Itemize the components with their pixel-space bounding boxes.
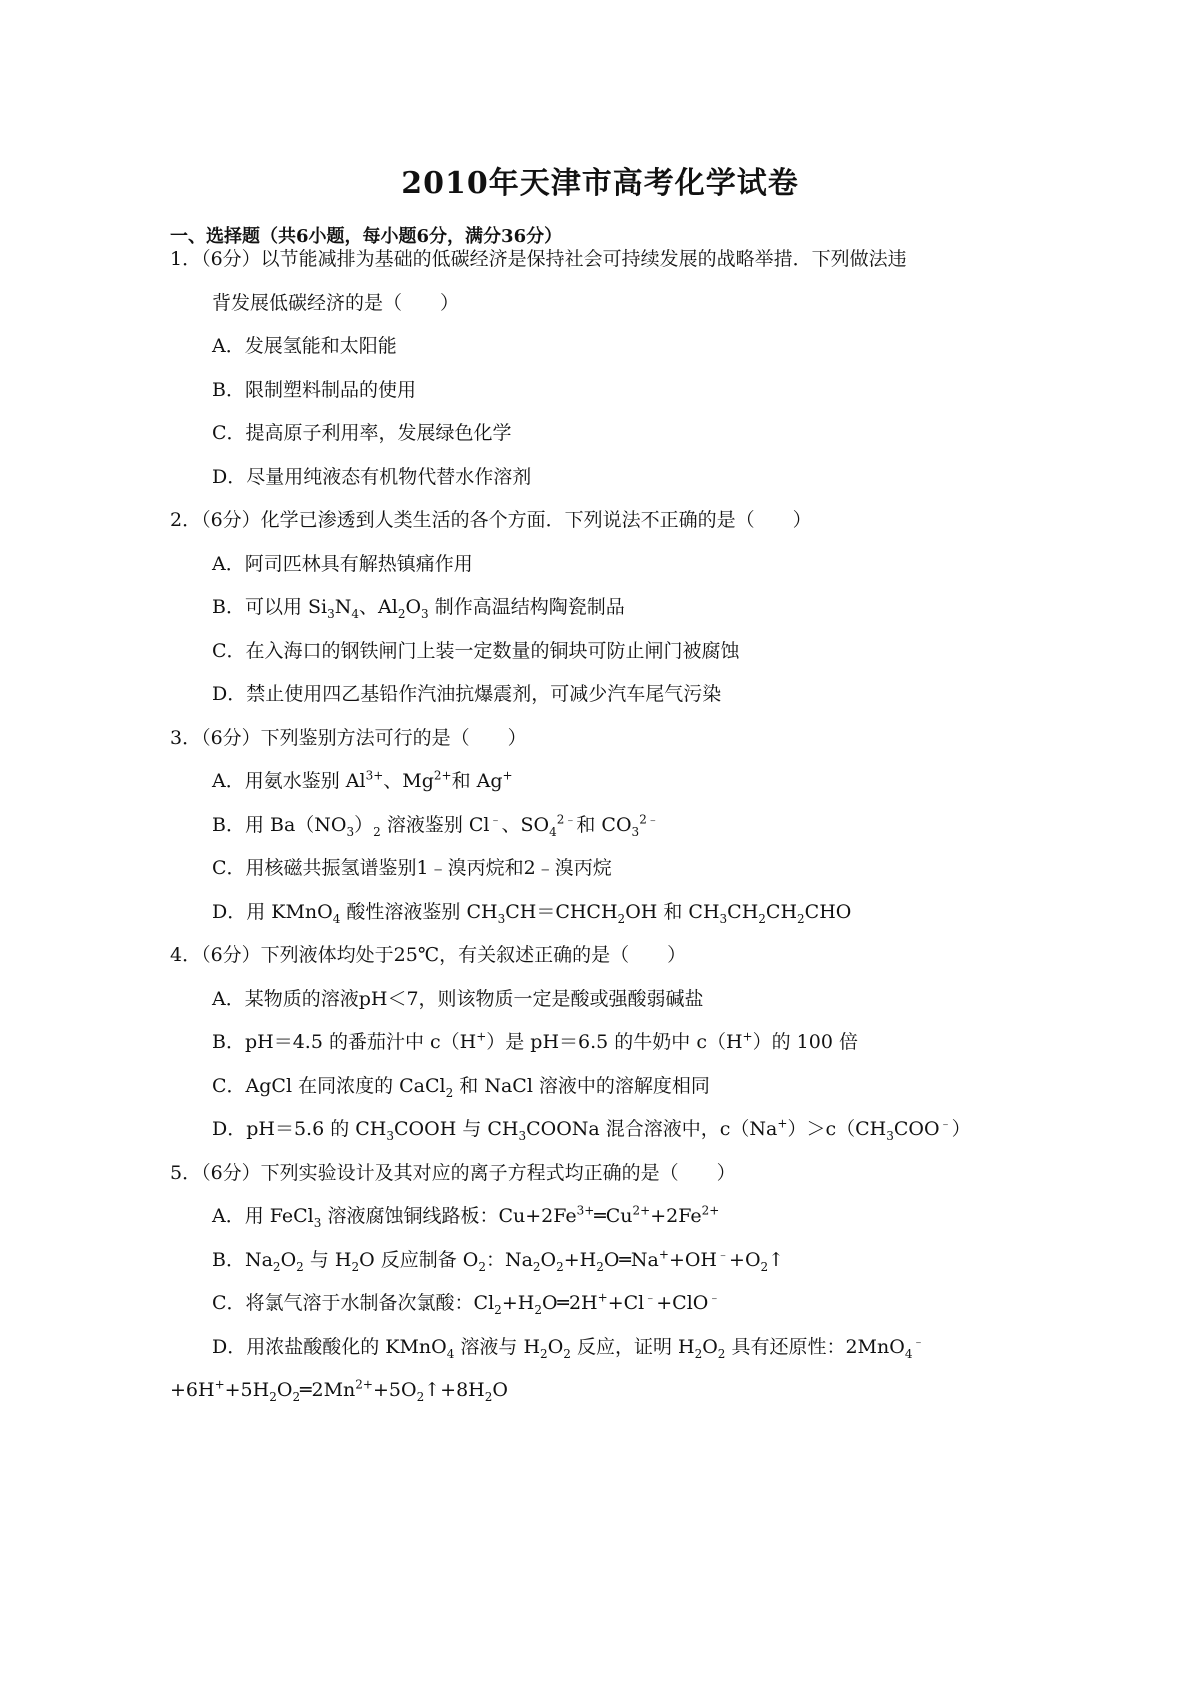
question-1-option-c: C．提高原子利用率，发展绿色化学: [212, 422, 512, 444]
question-5-option-d: D．用浓盐酸酸化的 KMnO$_4$ 溶液与 $H_2O_2$ 反应，证明 $H_2O_2$ 具有还原性：2MnO$_4$﹣: [212, 1334, 925, 1361]
question-4-option-c: C．AgCl 在同浓度的 CaCl$_2$ 和 NaCl 溶液中的溶解度相同: [212, 1075, 710, 1100]
question-2-option-b: B．可以用 $Si_3N_4$、$Al_2O_3$ 制作高温结构陶瓷制品: [212, 596, 625, 621]
question-1-stem: 1．（6分）以节能减排为基础的低碳经济是保持社会可持续发展的战略举措．下列做法违: [170, 248, 907, 270]
question-3-option-b: B．用 $Ba(NO_3)_2$ 溶液鉴别 Cl﹣、$SO_4^{2﹣}$和 $CO_3^{2﹣}$: [212, 812, 659, 839]
section-heading: 一、选择题（共6小题，每小题6分，满分36分）: [170, 226, 563, 247]
question-2-stem: 2．（6分）化学已渗透到人类生活的各个方面．下列说法不正确的是（ ）: [170, 509, 812, 531]
question-5-option-c: C．将氯气溶于水制备次氯酸：$Cl_2+H_2O═2H^++Cl^﹣+ClO^﹣$: [212, 1290, 721, 1317]
question-1-option-a: A．发展氢能和太阳能: [212, 335, 397, 357]
question-4-option-b: B．pH＝4.5 的番茄汁中 c（H+）是 pH＝6.5 的牛奶中 c（H+）的 100 倍: [212, 1029, 858, 1053]
question-3-option-c: C．用核磁共振氢谱鉴别1﹣溴丙烷和2﹣溴丙烷: [212, 857, 612, 879]
question-3-option-a: A．用氨水鉴别 $Al^{3+}$、$Mg^{2+}$和 Ag+: [212, 768, 513, 792]
question-5-option-d-cont: $+6H^++5H_2O_2═2Mn^{2+}+5O_2↑+8H_2O$: [170, 1377, 508, 1404]
question-3-stem: 3．（6分）下列鉴别方法可行的是（ ）: [170, 727, 527, 749]
question-2-option-a: A．阿司匹林具有解热镇痛作用: [212, 553, 473, 575]
question-2-option-d: D．禁止使用四乙基铅作汽油抗爆震剂，可减少汽车尾气污染: [212, 683, 722, 705]
question-1-stem-cont: 背发展低碳经济的是（ ）: [212, 292, 460, 314]
page-title: 2010年天津市高考化学试卷: [401, 166, 799, 201]
question-2-option-c: C．在入海口的钢铁闸门上装一定数量的铜块可防止闸门被腐蚀: [212, 640, 740, 662]
question-4-option-d: D．pH＝5.6 的 $CH_3COOH$ 与 $CH_3COONa$ 混合溶液中，$c(Na^+)>c(CH_3COO^﹣)$: [212, 1116, 971, 1143]
question-4-option-a: A．某物质的溶液pH＜7，则该物质一定是酸或强酸弱碱盐: [212, 988, 704, 1010]
question-5-option-b: B．$Na_2O_2$ 与 $H_2O$ 反应制备 $O_2$：$Na_2O_2+H_2O═Na^++OH^﹣+O_2↑$: [212, 1247, 785, 1274]
question-3-option-d: D．用 KMnO$_4$ 酸性溶液鉴别 $CH_3CH=CHCH_2OH$ 和 $CH_3CH_2CH_2CHO$: [212, 901, 852, 926]
question-5-stem: 5．（6分）下列实验设计及其对应的离子方程式均正确的是（ ）: [170, 1162, 736, 1184]
question-1-option-b: B．限制塑料制品的使用: [212, 379, 416, 401]
question-5-option-a: A．用 FeCl$_3$ 溶液腐蚀铜线路板：$Cu+2Fe^{3+}═Cu^{2+}+2Fe^{2+}$: [212, 1203, 720, 1230]
question-1-option-d: D．尽量用纯液态有机物代替水作溶剂: [212, 466, 532, 488]
question-4-stem: 4．（6分）下列液体均处于25℃，有关叙述正确的是（ ）: [170, 944, 687, 966]
